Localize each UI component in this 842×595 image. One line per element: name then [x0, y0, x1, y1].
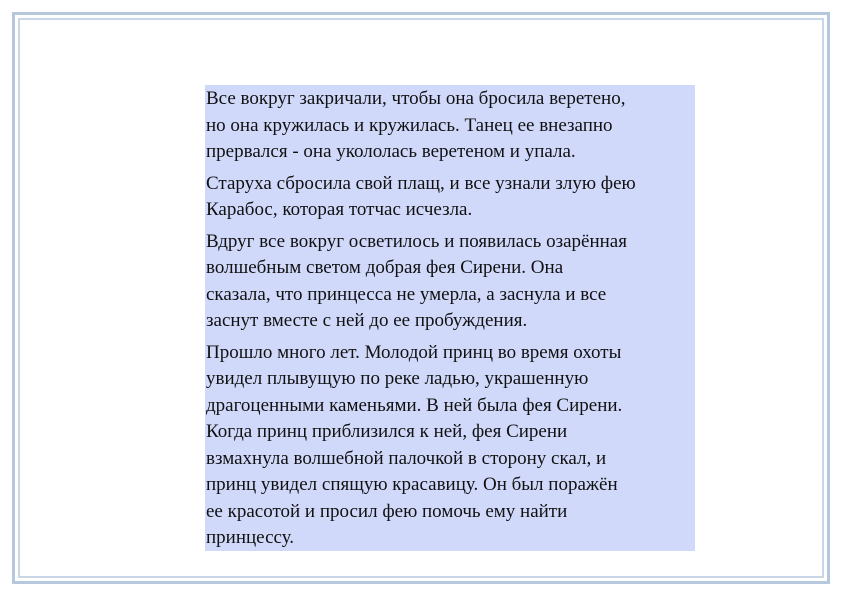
text-line: ее красотой и просил фею помочь ему найти — [206, 500, 568, 522]
text-line: сказала, что принцесса не умерла, а заснула и все — [206, 283, 607, 305]
text-line: заснут вместе с ней до ее пробуждения. — [206, 310, 528, 331]
text-line: но она кружилась и кружилась. Танец ее внезапно — [206, 114, 613, 136]
text-line: принц увидел спящую красавицу. Он был поражён — [206, 474, 618, 495]
text-line: волшебным светом добрая фея Сирени. Она — [206, 257, 564, 278]
text-line: прервался - она укололась веретеном и упала. — [206, 141, 576, 162]
text-line: Вдруг все вокруг осветилось и появилась озарённая — [206, 230, 627, 252]
text-line: Все вокруг закричали, чтобы она бросила веретено, — [206, 88, 626, 109]
text-line: взмахнула волшебной палочкой в сторону скал, и — [206, 447, 607, 469]
paragraph-2 — [206, 171, 695, 224]
paragraph-3 — [206, 229, 695, 335]
text-line: увидел плывущую по реке ладью, украшенную — [206, 368, 589, 389]
paragraph-1 — [206, 86, 695, 166]
text-line: Карабос, которая тотчас исчезла. — [206, 199, 473, 220]
text-line: Когда принц приблизился к ней, фея Сирени — [206, 421, 568, 442]
text-line: драгоценными каменьями. В ней была фея Сирени. — [206, 394, 623, 416]
text-line: Старуха сбросила свой плащ, и все узнали злую фею — [206, 172, 636, 194]
story-text-box — [205, 85, 695, 551]
text-line: Прошло много лет. Молодой принц во время охоты — [206, 341, 622, 363]
text-line: принцессу. — [206, 527, 295, 548]
paragraph-4 — [206, 340, 695, 552]
